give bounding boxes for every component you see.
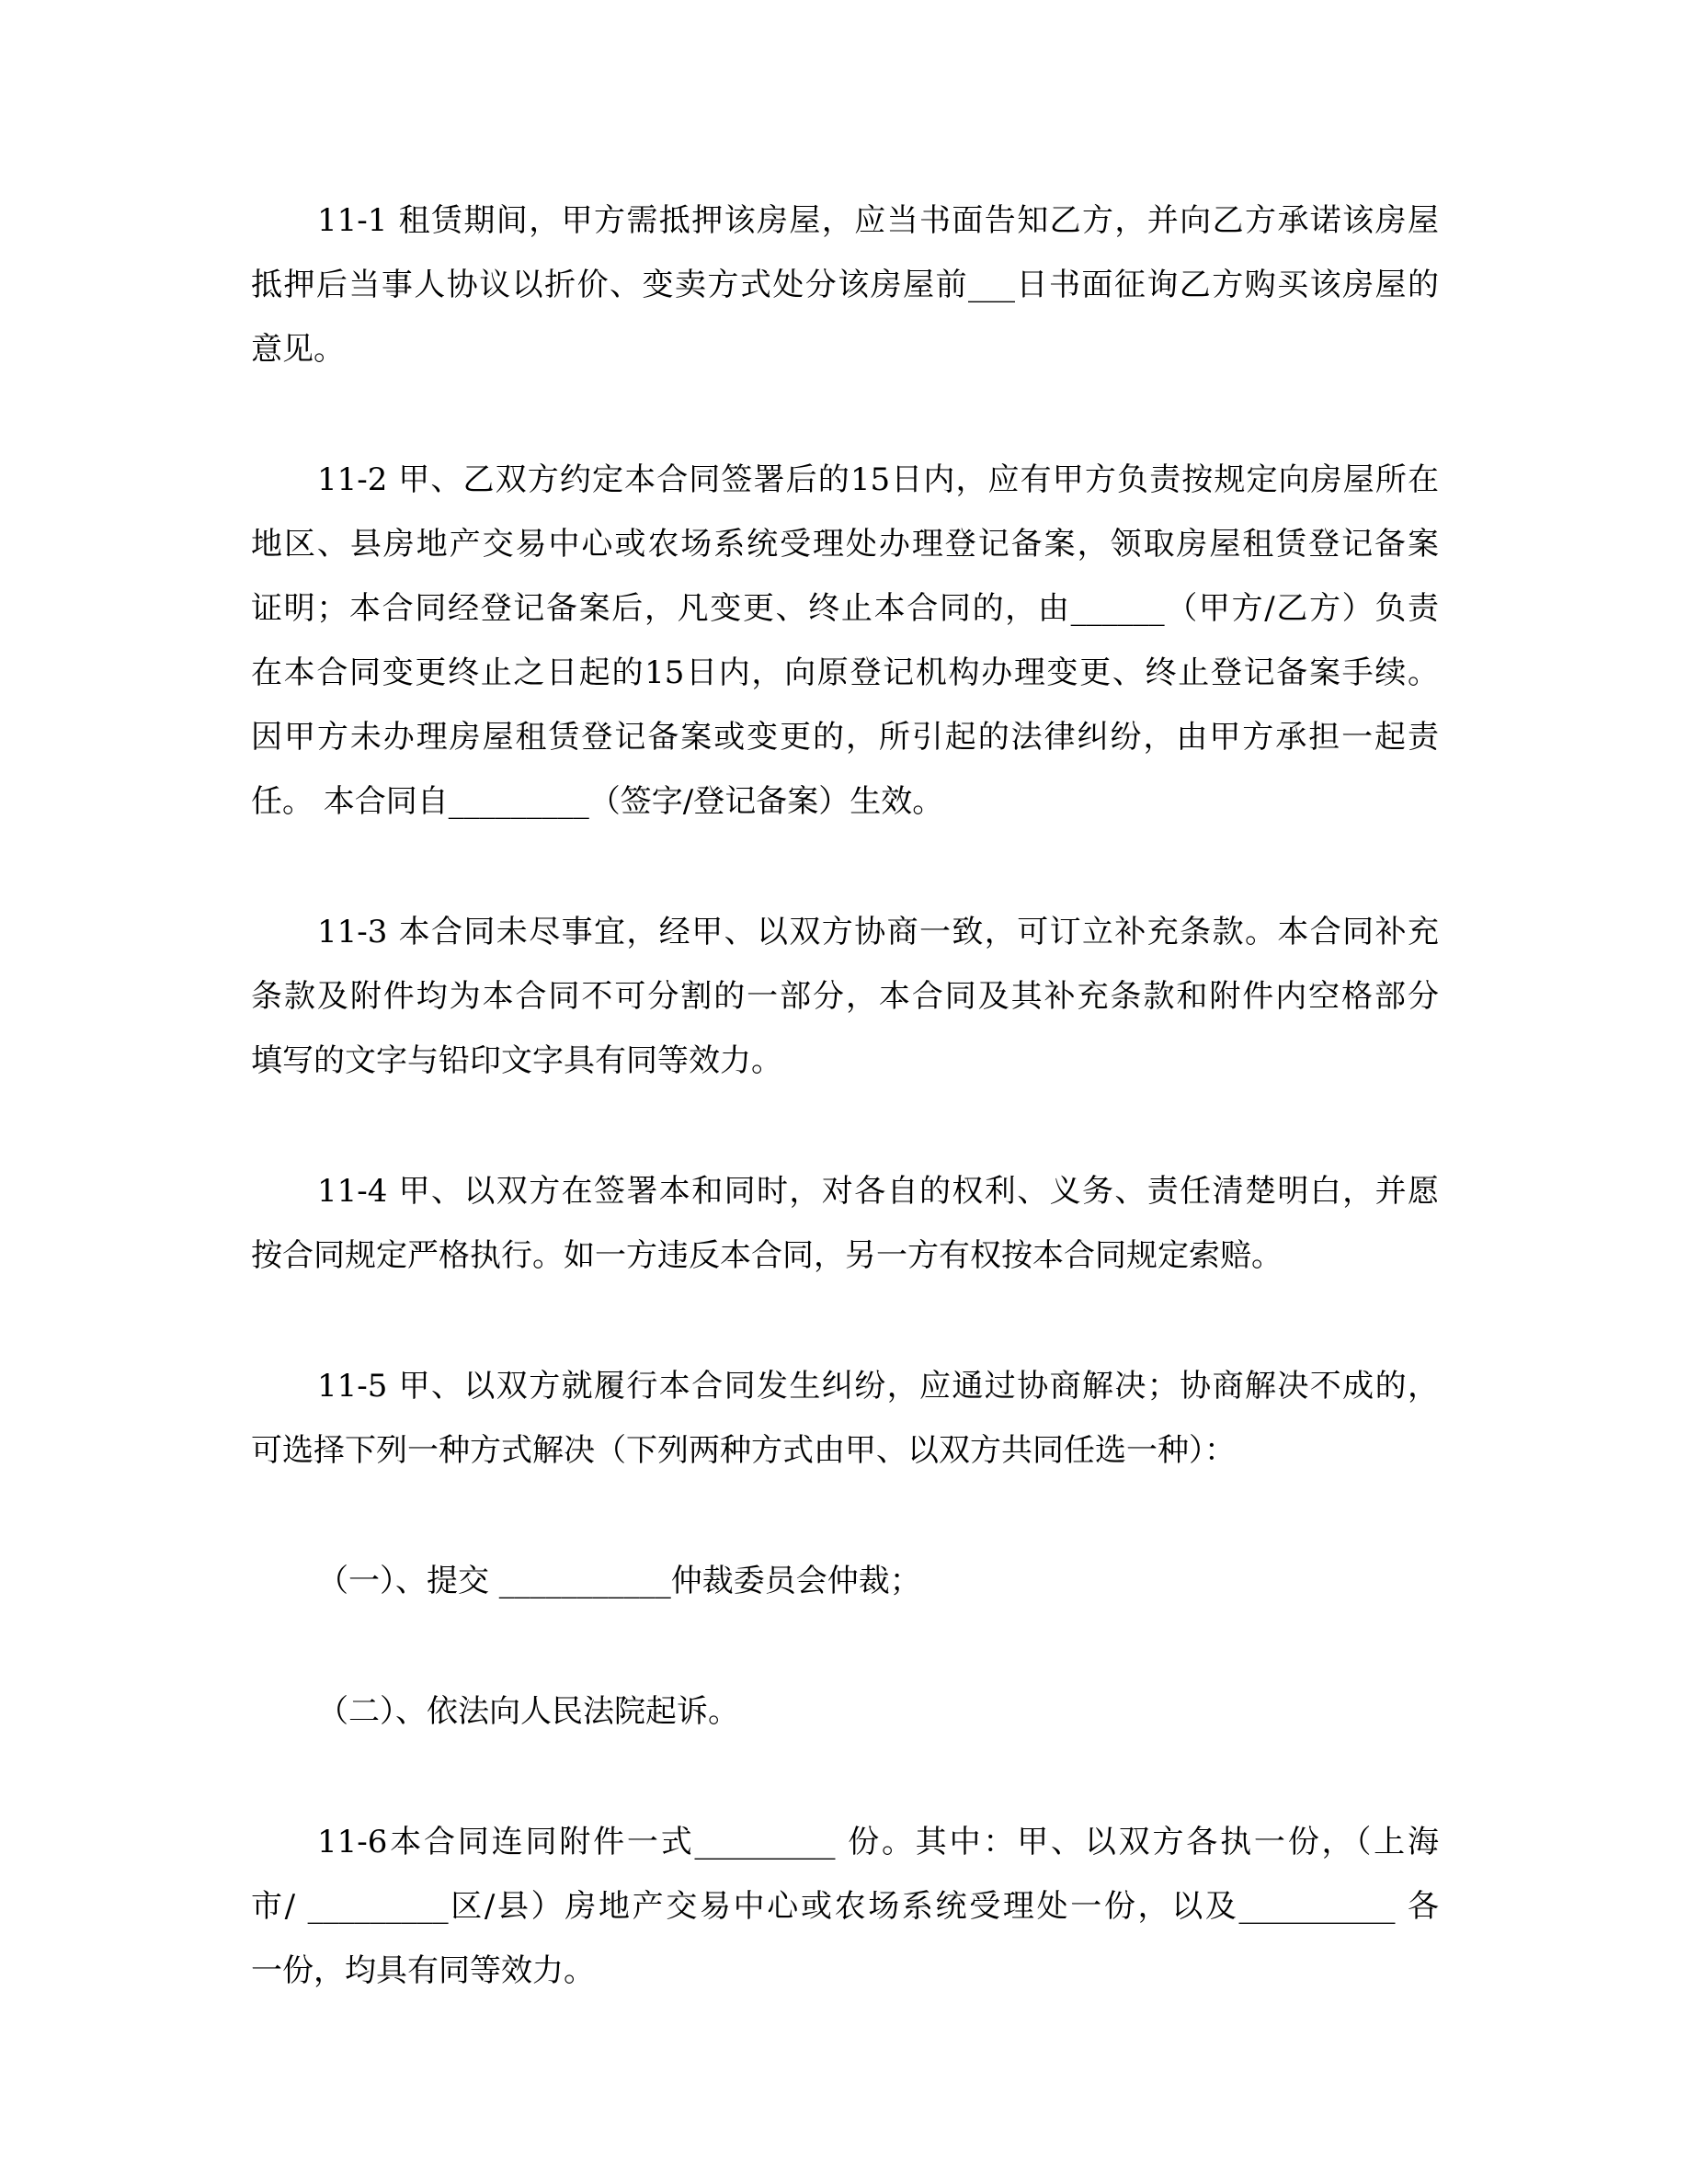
clause-11-3-line-2: 条款及附件均为本合同不可分割的一部分，本合同及其补充条款和附件内空格部分 (251, 978, 1439, 1015)
clause-11-2-line-6: 任。 本合同自_________（签字/登记备案）生效。 (251, 783, 944, 820)
clause-11-3-line-1: 11-3 本合同未尽事宜，经甲、以双方协商一致，可订立补充条款。本合同补充 (317, 914, 1439, 950)
clause-11-3 (251, 900, 1439, 1093)
option-2-line: （二）、依法向人民法院起诉。 (317, 1693, 739, 1730)
clause-11-4-line-2: 按合同规定严格执行。如一方违反本合同，另一方有权按本合同规定索赔。 (251, 1237, 1283, 1274)
clause-11-6-line-3: 一份，均具有同等效力。 (251, 1952, 595, 1989)
clause-11-1 (251, 188, 1439, 381)
document-body (251, 188, 1439, 2069)
clause-11-1-line-1: 11-1 租赁期间，甲方需抵押该房屋，应当书面告知乙方，并向乙方承诺该房屋 (317, 202, 1439, 239)
clause-11-2 (251, 448, 1439, 834)
option-1-line: （一）、提交 ___________仲裁委员会仲裁； (317, 1563, 921, 1599)
clause-11-2-line-2: 地区、县房地产交易中心或农场系统受理处办理登记备案，领取房屋租赁登记备案 (251, 526, 1439, 563)
clause-11-5-option-arbitration (251, 1549, 1439, 1613)
clause-11-4-line-1: 11-4 甲、以双方在签署本和同时，对各自的权利、义务、责任清楚明白，并愿 (317, 1173, 1439, 1210)
clause-11-5-line-1: 11-5 甲、以双方就履行本合同发生纠纷，应通过协商解决；协商解决不成的， (317, 1368, 1439, 1405)
clause-11-1-line-2: 抵押后当事人协议以折价、变卖方式处分该房屋前___日书面征询乙方购买该房屋的 (251, 267, 1439, 303)
clause-11-3-line-3: 填写的文字与铅印文字具有同等效力。 (251, 1042, 782, 1079)
clause-11-6-line-2: 市/ _________区/县）房地产交易中心或农场系统受理处一份，以及__________ 各 (251, 1888, 1439, 1925)
clause-11-2-line-3: 证明；本合同经登记备案后，凡变更、终止本合同的，由______（甲方/乙方）负责 (251, 590, 1439, 627)
clause-11-5-line-2: 可选择下列一种方式解决（下列两种方式由甲、以双方共同任选一种）： (251, 1432, 1236, 1469)
clause-11-6 (251, 1810, 1439, 2003)
clause-11-2-line-1: 11-2 甲、乙双方约定本合同签署后的15日内，应有甲方负责按规定向房屋所在 (317, 461, 1439, 498)
clause-11-1-line-3: 意见。 (251, 331, 345, 368)
clause-11-6-line-1: 11-6本合同连同附件一式_________ 份。其中：甲、以双方各执一份，（上海 (317, 1824, 1439, 1860)
clause-11-5 (251, 1354, 1439, 1483)
clause-11-4 (251, 1159, 1439, 1288)
clause-11-2-line-4: 在本合同变更终止之日起的15日内，向原登记机构办理变更、终止登记备案手续。 (251, 654, 1439, 691)
clause-11-2-line-5: 因甲方未办理房屋租赁登记备案或变更的，所引起的法律纠纷，由甲方承担一起责 (251, 719, 1439, 756)
clause-11-5-option-court (251, 1679, 1439, 1744)
